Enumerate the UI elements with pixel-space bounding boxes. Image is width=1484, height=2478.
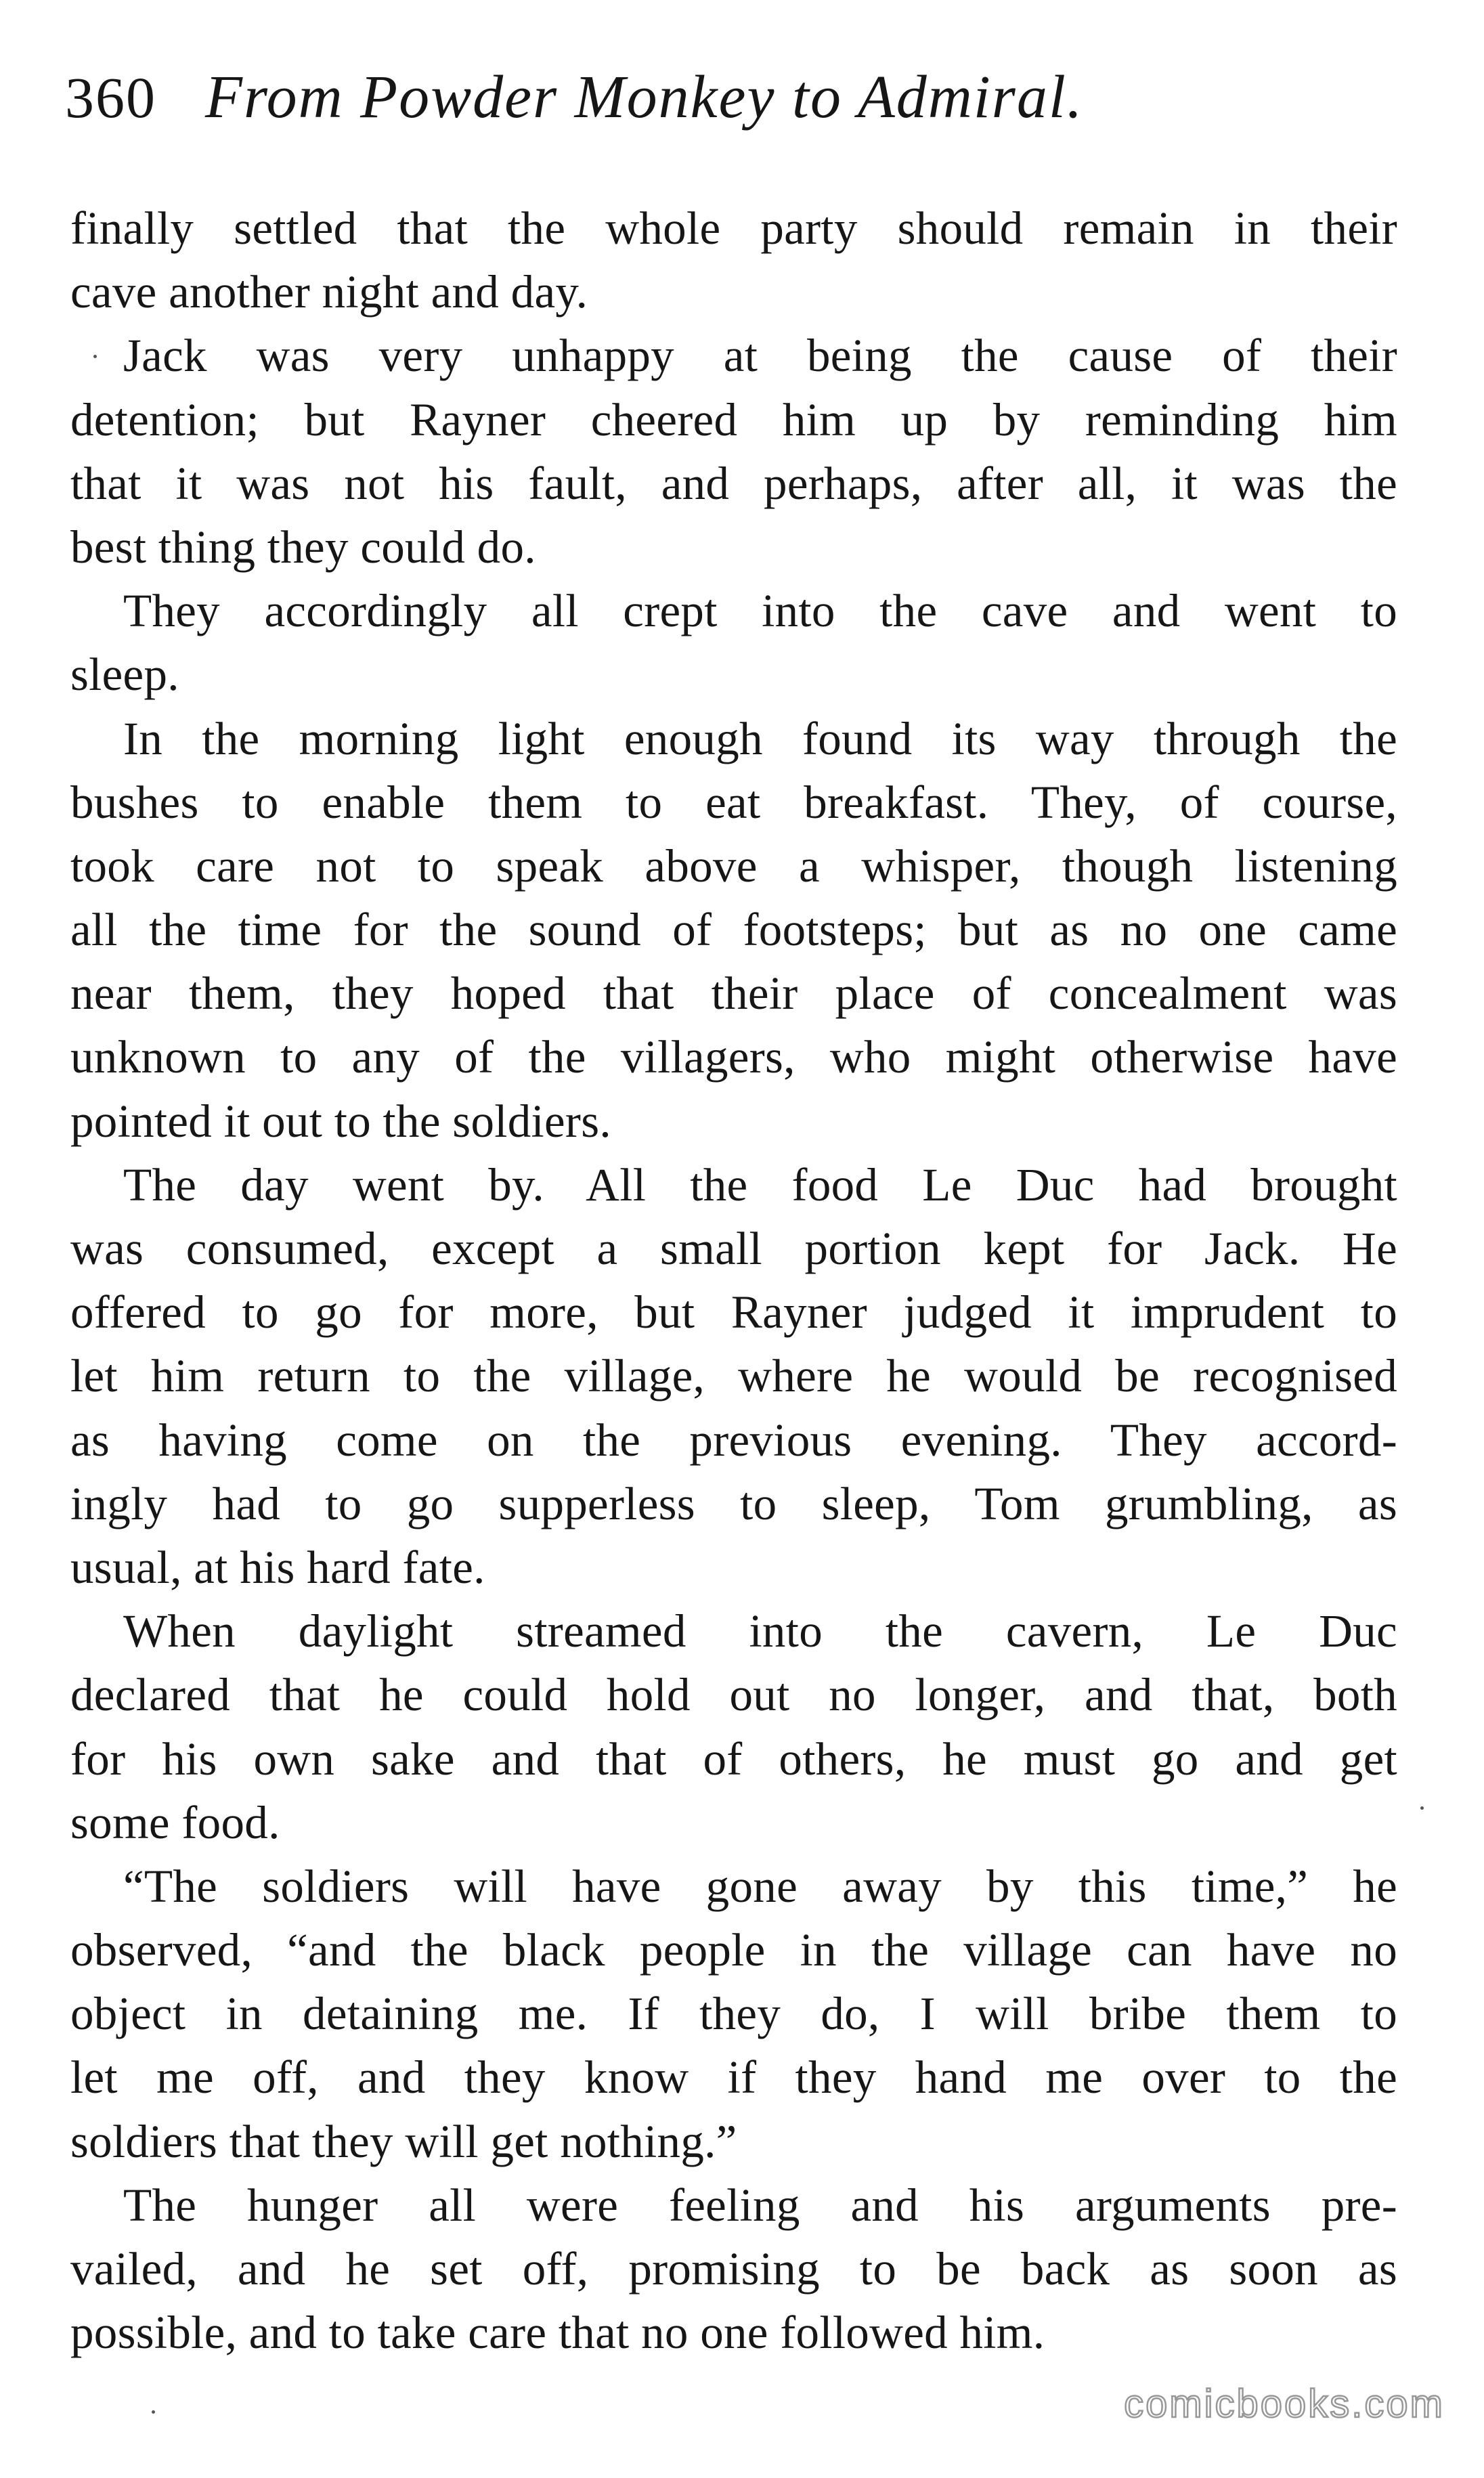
text-line: They accordingly all crept into the cave and went to — [123, 585, 1397, 637]
text-line: The hunger all were feeling and his arguments pre- — [123, 2179, 1397, 2231]
text-line: bushes to enable them to eat breakfast. They, of course, — [70, 776, 1397, 828]
body-text — [70, 196, 1397, 2364]
text-line: vailed, and he set off, promising to be back as soon as — [70, 2243, 1397, 2295]
text-line: “The soldiers will have gone away by this time,” he — [123, 1860, 1397, 1912]
text-line: usual, at his hard fate. — [70, 1541, 485, 1593]
text-line: detention; but Rayner cheered him up by reminding him — [70, 393, 1397, 445]
text-line: possible, and to take care that no one followed him. — [70, 2307, 1045, 2359]
text-line: When daylight streamed into the cavern, Le Duc — [123, 1605, 1397, 1657]
text-line: observed, “and the black people in the village can have no — [70, 1924, 1397, 1976]
text-line: object in detaining me. If they do, I will bribe them to — [70, 1988, 1397, 2040]
text-line: finally settled that the whole party should remain in their — [70, 202, 1397, 254]
text-line: all the time for the sound of footsteps; but as no one came — [70, 904, 1397, 956]
text-line: near them, they hoped that their place of concealment was — [70, 968, 1397, 1020]
text-line: that it was not his fault, and perhaps, after all, it was the — [70, 457, 1397, 509]
text-line: soldiers that they will get nothing.” — [70, 2115, 737, 2167]
text-line: for his own sake and that of others, he must go and get — [70, 1733, 1397, 1785]
text-line: as having come on the previous evening. They accord- — [70, 1414, 1397, 1466]
print-speck — [1420, 1806, 1424, 1810]
text-line: declared that he could hold out no longer, and that, both — [70, 1669, 1397, 1721]
text-line: was consumed, except a small portion kept for Jack. He — [70, 1223, 1397, 1274]
running-head — [65, 62, 1419, 137]
text-line: best thing they could do. — [70, 521, 536, 573]
text-line: ingly had to go supperless to sleep, Tom grumbling, as — [70, 1477, 1397, 1529]
text-line: The day went by. All the food Le Duc had brought — [123, 1158, 1397, 1211]
text-line: took care not to speak above a whisper, though listening — [70, 840, 1397, 892]
text-line: Jack was very unhappy at being the cause of their — [123, 330, 1397, 382]
text-line: pointed it out to the soldiers. — [70, 1095, 611, 1147]
page-number: 360 — [65, 65, 156, 130]
watermark: comicbooks.com — [1124, 2382, 1445, 2426]
text-line: let him return to the village, where he would be recognised — [70, 1350, 1397, 1402]
book-title: From Powder Monkey to Admiral. — [205, 64, 1084, 131]
text-line: some food. — [70, 1796, 280, 1848]
print-speck — [93, 355, 97, 358]
text-line: In the morning light enough found its way through the — [123, 712, 1397, 764]
text-line: cave another night and day. — [70, 266, 588, 318]
print-speck — [152, 2410, 155, 2414]
text-line: offered to go for more, but Rayner judged it imprudent to — [70, 1286, 1397, 1339]
text-line: sleep. — [70, 649, 179, 701]
text-line: unknown to any of the villagers, who might otherwise have — [70, 1031, 1397, 1083]
text-line: let me off, and they know if they hand me over to the — [70, 2051, 1397, 2104]
